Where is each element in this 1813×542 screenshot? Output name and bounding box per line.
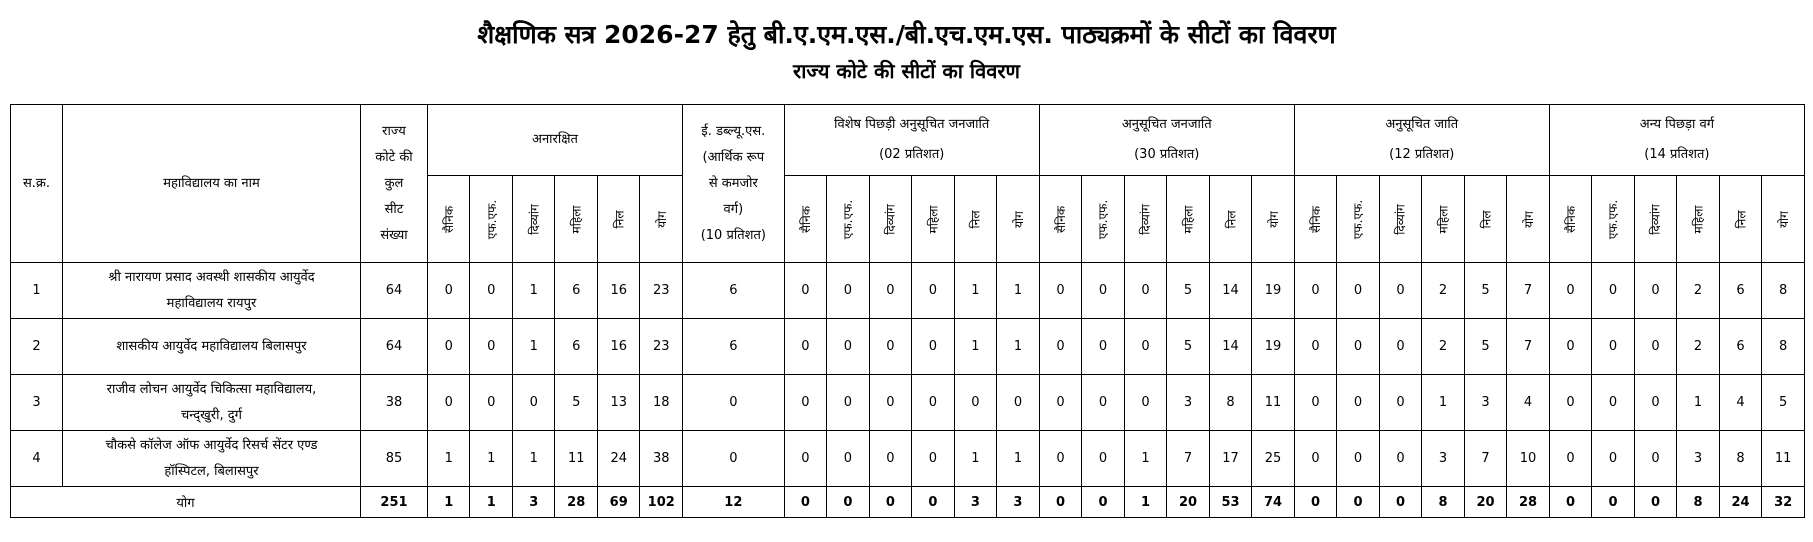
value-cell: 0 <box>912 319 955 375</box>
total-cell: 0 <box>869 487 912 518</box>
total-cell: 1 <box>1124 487 1167 518</box>
total-cell: 8 <box>1422 487 1465 518</box>
value-cell: 16 <box>597 263 640 319</box>
value-cell: 0 <box>1549 319 1592 375</box>
header-total-seats <box>360 105 427 263</box>
value-cell: 0 <box>1337 263 1380 319</box>
value-cell: 0 <box>1082 431 1125 487</box>
total-row <box>11 487 1805 518</box>
value-cell: 0 <box>784 263 827 319</box>
value-cell: 0 <box>1379 375 1422 431</box>
subheader-cell: योग <box>640 176 683 263</box>
header-ews-line: ई. डब्ल्यू.एस. <box>701 123 766 139</box>
subheader-cell: दिव्यांग <box>512 176 555 263</box>
college-name-line: हॉस्पिटल, बिलासपुर <box>164 463 259 479</box>
value-cell: 3 <box>1677 431 1720 487</box>
serial-cell: 4 <box>11 431 63 487</box>
value-cell: 0 <box>1549 263 1592 319</box>
value-cell: 0 <box>1379 263 1422 319</box>
value-cell: 2 <box>1677 319 1720 375</box>
subheader-cell: निल <box>1464 176 1507 263</box>
total-cell: 20 <box>1167 487 1210 518</box>
sum-cell: 0 <box>997 375 1040 431</box>
header-obc-line: (14 प्रतिशत) <box>1644 147 1710 162</box>
header-sc <box>1294 105 1549 176</box>
header-pvtg <box>784 105 1039 176</box>
total-cell: 0 <box>1039 487 1082 518</box>
value-cell: 17 <box>1209 431 1252 487</box>
total-cell: 0 <box>912 487 955 518</box>
value-cell: 0 <box>470 319 513 375</box>
value-cell: 0 <box>1039 431 1082 487</box>
sum-cell: 23 <box>640 319 683 375</box>
serial-cell: 3 <box>11 375 63 431</box>
subheader-cell: योग <box>1762 176 1805 263</box>
header-pvtg-line: विशेष पिछड़ी अनुसूचित जनजाति <box>834 117 990 132</box>
value-cell: 0 <box>1592 319 1635 375</box>
total-cell: 28 <box>1507 487 1550 518</box>
value-cell: 0 <box>1379 431 1422 487</box>
sum-cell: 1 <box>997 263 1040 319</box>
value-cell: 0 <box>1337 431 1380 487</box>
value-cell: 2 <box>1677 263 1720 319</box>
value-cell: 3 <box>1422 431 1465 487</box>
college-name-line: महाविद्यालय रायपुर <box>166 295 257 311</box>
subheader-cell: योग <box>997 176 1040 263</box>
header-college-name: महाविद्यालय का नाम <box>62 105 360 263</box>
sum-cell: 19 <box>1252 263 1295 319</box>
value-cell: 0 <box>1337 319 1380 375</box>
value-cell: 1 <box>427 431 470 487</box>
ews-cell: 6 <box>683 319 785 375</box>
total-cell: 1 <box>470 487 513 518</box>
subheader-cell: एफ.एफ. <box>1337 176 1380 263</box>
value-cell: 6 <box>1719 263 1762 319</box>
sum-cell: 4 <box>1507 375 1550 431</box>
value-cell: 4 <box>1719 375 1762 431</box>
total-seats-cell: 38 <box>360 375 427 431</box>
value-cell: 0 <box>427 263 470 319</box>
total-cell: 69 <box>597 487 640 518</box>
total-label: योग <box>11 487 361 518</box>
ews-cell: 6 <box>683 263 785 319</box>
value-cell: 3 <box>1167 375 1210 431</box>
subheader-cell: एफ.एफ. <box>1082 176 1125 263</box>
total-cell: 0 <box>1634 487 1677 518</box>
college-name-line: शासकीय आयुर्वेद महाविद्यालय बिलासपुर <box>116 338 307 354</box>
value-cell: 6 <box>1719 319 1762 375</box>
subheader-cell: योग <box>1252 176 1295 263</box>
sum-cell: 11 <box>1762 431 1805 487</box>
college-name-line: चौकसे कॉलेज ऑफ आयुर्वेद रिसर्च सेंटर एण्ड <box>105 437 318 453</box>
subheader-cell: दिव्यांग <box>1124 176 1167 263</box>
subheader-cell: निल <box>1719 176 1762 263</box>
header-ews-line: (आर्थिक रूप <box>702 149 765 165</box>
value-cell: 0 <box>1592 375 1635 431</box>
total-cell: 20 <box>1464 487 1507 518</box>
value-cell: 1 <box>954 319 997 375</box>
total-cell: 102 <box>640 487 683 518</box>
total-cell: 24 <box>1719 487 1762 518</box>
total-seats-cell: 64 <box>360 263 427 319</box>
header-unreserved: अनारक्षित <box>427 105 682 176</box>
value-cell: 0 <box>1039 263 1082 319</box>
header-st-line: (30 प्रतिशत) <box>1134 147 1200 162</box>
value-cell: 0 <box>954 375 997 431</box>
value-cell: 0 <box>427 319 470 375</box>
subheader-cell: महिला <box>1677 176 1720 263</box>
value-cell: 11 <box>555 431 598 487</box>
total-cell: 3 <box>997 487 1040 518</box>
total-cell: 3 <box>512 487 555 518</box>
value-cell: 6 <box>555 319 598 375</box>
value-cell: 0 <box>1294 263 1337 319</box>
college-name-cell <box>62 319 360 375</box>
value-cell: 0 <box>869 319 912 375</box>
value-cell: 0 <box>869 375 912 431</box>
value-cell: 0 <box>1294 319 1337 375</box>
value-cell: 0 <box>1634 319 1677 375</box>
value-cell: 0 <box>827 263 870 319</box>
sum-cell: 1 <box>997 319 1040 375</box>
serial-cell: 2 <box>11 319 63 375</box>
total-cell: 1 <box>427 487 470 518</box>
value-cell: 0 <box>427 375 470 431</box>
header-total-line: कुल <box>384 175 404 191</box>
total-cell: 0 <box>784 487 827 518</box>
subheader-cell: दिव्यांग <box>1379 176 1422 263</box>
sum-cell: 1 <box>997 431 1040 487</box>
sum-cell: 23 <box>640 263 683 319</box>
sum-cell: 11 <box>1252 375 1295 431</box>
sum-cell: 7 <box>1507 319 1550 375</box>
subheader-cell: एफ.एफ. <box>1592 176 1635 263</box>
value-cell: 0 <box>1124 263 1167 319</box>
total-cell: 3 <box>954 487 997 518</box>
value-cell: 1 <box>1124 431 1167 487</box>
sum-cell: 25 <box>1252 431 1295 487</box>
sum-cell: 38 <box>640 431 683 487</box>
value-cell: 0 <box>784 375 827 431</box>
total-cell: 0 <box>827 487 870 518</box>
value-cell: 3 <box>1464 375 1507 431</box>
value-cell: 0 <box>470 375 513 431</box>
subheader-cell: सैनिक <box>1039 176 1082 263</box>
college-name-cell <box>62 263 360 319</box>
value-cell: 0 <box>1294 431 1337 487</box>
value-cell: 0 <box>827 375 870 431</box>
value-cell: 0 <box>869 263 912 319</box>
value-cell: 5 <box>1167 319 1210 375</box>
header-pvtg-line: (02 प्रतिशत) <box>879 147 945 162</box>
total-cell: 0 <box>1379 487 1422 518</box>
value-cell: 5 <box>1464 319 1507 375</box>
value-cell: 0 <box>784 319 827 375</box>
value-cell: 7 <box>1464 431 1507 487</box>
header-ews-line: से कमजोर <box>708 175 758 191</box>
header-ews <box>683 105 785 263</box>
value-cell: 14 <box>1209 263 1252 319</box>
table-row <box>11 431 1805 487</box>
value-cell: 0 <box>827 431 870 487</box>
value-cell: 1 <box>954 263 997 319</box>
subheader-cell: महिला <box>1167 176 1210 263</box>
value-cell: 0 <box>1039 375 1082 431</box>
value-cell: 0 <box>1337 375 1380 431</box>
value-cell: 2 <box>1422 263 1465 319</box>
value-cell: 1 <box>512 263 555 319</box>
value-cell: 0 <box>470 263 513 319</box>
total-seats-cell: 85 <box>360 431 427 487</box>
header-obc <box>1549 105 1804 176</box>
value-cell: 1 <box>512 431 555 487</box>
value-cell: 0 <box>1549 431 1592 487</box>
value-cell: 5 <box>555 375 598 431</box>
value-cell: 6 <box>555 263 598 319</box>
value-cell: 0 <box>1592 263 1635 319</box>
value-cell: 1 <box>470 431 513 487</box>
total-cell: 32 <box>1762 487 1805 518</box>
sum-cell: 5 <box>1762 375 1805 431</box>
value-cell: 7 <box>1167 431 1210 487</box>
subheader-cell: महिला <box>912 176 955 263</box>
header-total-line: संख्या <box>380 227 408 243</box>
value-cell: 0 <box>1082 375 1125 431</box>
page-subtitle: राज्य कोटे की सीटों का विवरण <box>793 59 1020 83</box>
table-row <box>11 375 1805 431</box>
value-cell: 0 <box>784 431 827 487</box>
value-cell: 0 <box>912 375 955 431</box>
total-cell: 0 <box>1549 487 1592 518</box>
value-cell: 0 <box>1039 319 1082 375</box>
college-name-cell <box>62 431 360 487</box>
header-total-line: सीट <box>384 201 404 217</box>
ews-cell: 0 <box>683 375 785 431</box>
subheader-cell: एफ.एफ. <box>827 176 870 263</box>
value-cell: 5 <box>1464 263 1507 319</box>
subheader-cell: सैनिक <box>1294 176 1337 263</box>
subheader-cell: सैनिक <box>427 176 470 263</box>
value-cell: 0 <box>912 263 955 319</box>
header-st-line: अनुसूचित जनजाति <box>1121 117 1212 132</box>
value-cell: 24 <box>597 431 640 487</box>
page-title: शैक्षणिक सत्र 2026-27 हेतु बी.ए.एम.एस./बी.एच.एम.एस. पाठ्यक्रमों के सीटों का विवरण <box>477 20 1336 49</box>
value-cell: 1 <box>954 431 997 487</box>
college-name-line: राजीव लोचन आयुर्वेद चिकित्सा महाविद्यालय, <box>106 381 317 397</box>
subheader-cell: निल <box>1209 176 1252 263</box>
value-cell: 2 <box>1422 319 1465 375</box>
value-cell: 0 <box>912 431 955 487</box>
total-cell: 0 <box>1592 487 1635 518</box>
header-total-line: राज्य <box>382 123 406 139</box>
header-obc-line: अन्य पिछड़ा वर्ग <box>1639 117 1715 132</box>
total-cell: 12 <box>683 487 785 518</box>
table-row <box>11 319 1805 375</box>
subheader-cell: महिला <box>555 176 598 263</box>
value-cell: 0 <box>869 431 912 487</box>
value-cell: 14 <box>1209 319 1252 375</box>
sum-cell: 10 <box>1507 431 1550 487</box>
header-ews-line: (10 प्रतिशत) <box>700 227 766 243</box>
value-cell: 0 <box>1634 431 1677 487</box>
header-sc-line: अनुसूचित जाति <box>1385 117 1459 132</box>
value-cell: 0 <box>1124 375 1167 431</box>
header-total-line: कोटे की <box>375 149 413 165</box>
subheader-cell: सैनिक <box>784 176 827 263</box>
value-cell: 0 <box>1634 263 1677 319</box>
total-cell: 0 <box>1337 487 1380 518</box>
serial-cell: 1 <box>11 263 63 319</box>
value-cell: 0 <box>512 375 555 431</box>
total-seats-cell: 64 <box>360 319 427 375</box>
table-row <box>11 263 1805 319</box>
total-cell: 8 <box>1677 487 1720 518</box>
value-cell: 0 <box>1124 319 1167 375</box>
value-cell: 13 <box>597 375 640 431</box>
value-cell: 0 <box>1592 431 1635 487</box>
value-cell: 1 <box>1422 375 1465 431</box>
value-cell: 0 <box>1379 319 1422 375</box>
value-cell: 0 <box>827 319 870 375</box>
value-cell: 0 <box>1634 375 1677 431</box>
college-name-line: श्री नारायण प्रसाद अवस्थी शासकीय आयुर्वेद <box>108 269 315 285</box>
value-cell: 1 <box>512 319 555 375</box>
value-cell: 1 <box>1677 375 1720 431</box>
value-cell: 0 <box>1549 375 1592 431</box>
header-st <box>1039 105 1294 176</box>
sum-cell: 8 <box>1762 263 1805 319</box>
subheader-cell: योग <box>1507 176 1550 263</box>
sum-cell: 7 <box>1507 263 1550 319</box>
header-sc-line: (12 प्रतिशत) <box>1389 147 1455 162</box>
sum-cell: 8 <box>1762 319 1805 375</box>
subheader-cell: दिव्यांग <box>869 176 912 263</box>
header-serial: स.क्र. <box>11 105 63 263</box>
total-cell: 74 <box>1252 487 1295 518</box>
subheader-cell: दिव्यांग <box>1634 176 1677 263</box>
total-cell: 28 <box>555 487 598 518</box>
total-cell: 53 <box>1209 487 1252 518</box>
subheader-cell: महिला <box>1422 176 1465 263</box>
value-cell: 0 <box>1082 319 1125 375</box>
value-cell: 0 <box>1082 263 1125 319</box>
header-ews-line: वर्ग) <box>723 201 744 217</box>
college-name-cell <box>62 375 360 431</box>
value-cell: 0 <box>1294 375 1337 431</box>
total-seats-cell: 251 <box>360 487 427 518</box>
seat-table <box>10 104 1805 518</box>
subheader-cell: एफ.एफ. <box>470 176 513 263</box>
sum-cell: 19 <box>1252 319 1295 375</box>
value-cell: 8 <box>1719 431 1762 487</box>
subheader-cell: निल <box>597 176 640 263</box>
total-cell: 0 <box>1294 487 1337 518</box>
sum-cell: 18 <box>640 375 683 431</box>
value-cell: 8 <box>1209 375 1252 431</box>
college-name-line: चन्द्खुरी, दुर्ग <box>180 407 242 423</box>
ews-cell: 0 <box>683 431 785 487</box>
subheader-cell: निल <box>954 176 997 263</box>
value-cell: 5 <box>1167 263 1210 319</box>
subheader-cell: सैनिक <box>1549 176 1592 263</box>
value-cell: 16 <box>597 319 640 375</box>
total-cell: 0 <box>1082 487 1125 518</box>
